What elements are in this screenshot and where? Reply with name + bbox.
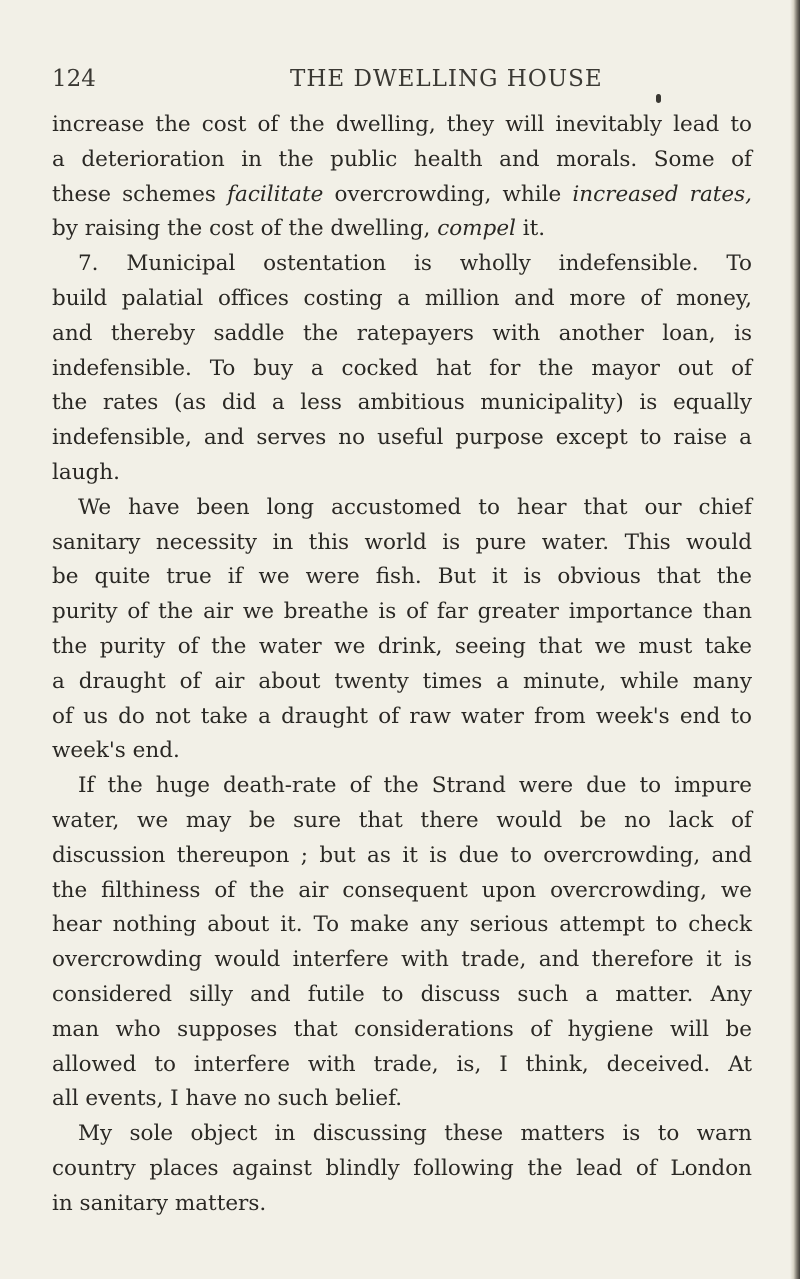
text-line: by raising the cost of the dwelling, compel it. [52,216,546,242]
paragraph-start: My sole object in discussing these matters is to warn [78,1121,752,1147]
paragraph-start: 7. Municipal ostentation is wholly indefensible. To [78,251,752,277]
text-line: all events, I have no such belief. [52,1086,403,1112]
paragraph-start: If the huge death-rate of the Strand were due to impure [78,773,752,799]
text-line: increase the cost of the dwelling, they will inevitably lead to [52,112,752,137]
text-line: in sanitary matters. [52,1190,267,1216]
page-number: 124 [52,66,96,92]
text-line: a draught of air about twenty times a minute, while many [52,668,752,694]
text-line: these schemes facilitate overcrowding, while increased rates, [52,181,752,207]
text-line: allowed to interfere with trade, is, I think, deceived. At [52,1051,752,1077]
text-line: the purity of the water we drink, seeing that we must take [52,633,752,659]
text-line: purity of the air we breathe is of far greater importance than [52,599,752,625]
text-line: and thereby saddle the ratepayers with another loan, is [52,320,752,346]
text-line: country places against blindly following the lead of London [52,1155,752,1181]
running-title: THE DWELLING HOUSE [290,66,603,92]
text-line: discussion thereupon ; but as it is due to overcrowding, and [52,842,752,868]
text-line: indefensible. To buy a cocked hat for the mayor out of [52,355,752,381]
text-line: indefensible, and serves no useful purpose except to raise a [52,425,752,451]
page-edge-shadow [790,0,800,1279]
italic-text: increased rates, [572,181,752,207]
text-line: sanitary necessity in this world is pure water. This would [52,529,752,555]
italic-text: compel [437,216,516,242]
text-line: build palatial offices costing a million and more of money, [52,285,752,311]
text-line: a deterioration in the public health and morals. Some of [52,146,752,172]
body-text [52,108,752,1222]
text-line: the rates (as did a less ambitious municipality) is equally [52,390,752,416]
text-line: hear nothing about it. To make any serious attempt to check [52,912,752,938]
ink-mark [656,94,661,103]
italic-text: facilitate [227,181,324,207]
text-line: water, we may be sure that there would be no lack of [52,807,752,833]
text-line: of us do not take a draught of raw water from week's end to [52,703,752,729]
text-line: the filthiness of the air consequent upon overcrowding, we [52,877,752,903]
text-line: laugh. [52,459,120,485]
text-line: considered silly and futile to discuss such a matter. Any [52,981,752,1007]
text-line: week's end. [52,738,180,764]
paragraph-start: We have been long accustomed to hear that our chief [78,494,752,520]
text-line: be quite true if we were fish. But it is obvious that the [52,564,752,590]
text-line: overcrowding would interfere with trade, and therefore it is [52,947,752,973]
page-header [52,66,752,96]
text-line: man who supposes that considerations of hygiene will be [52,1016,752,1042]
